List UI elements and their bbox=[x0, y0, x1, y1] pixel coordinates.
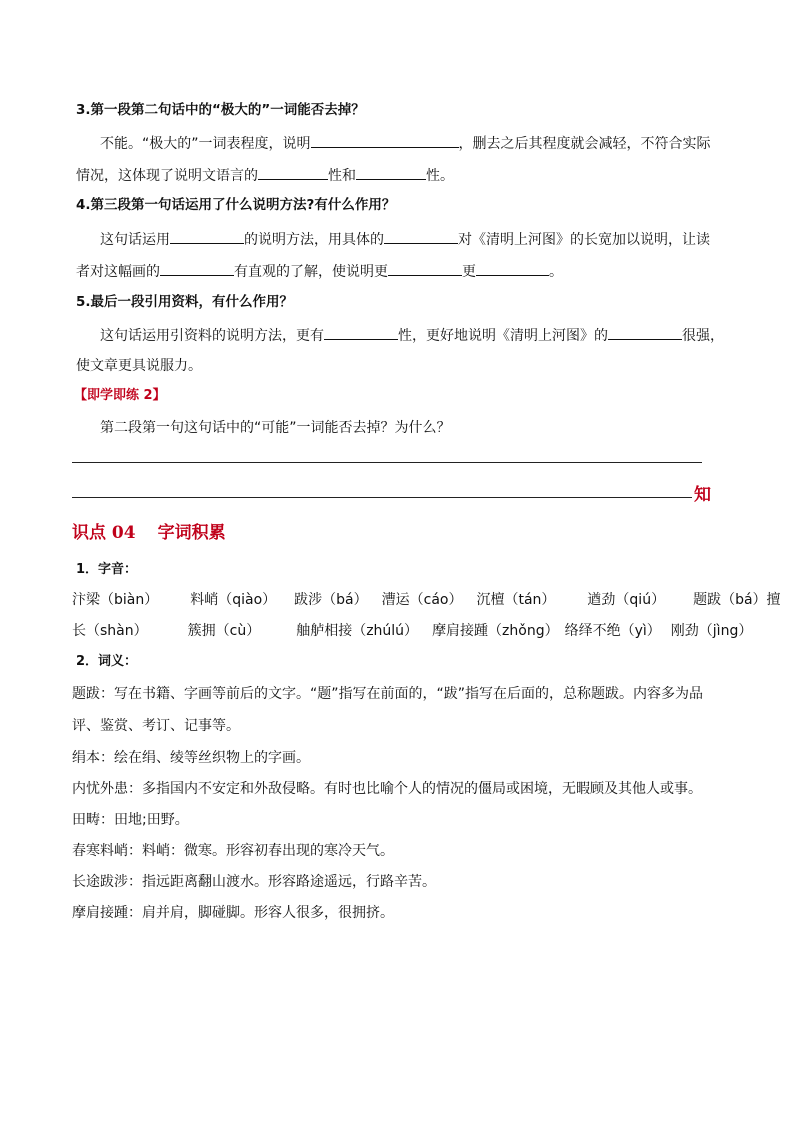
q4-blank-2[interactable] bbox=[384, 228, 458, 244]
pinyin-item: 遒劲（qiú） bbox=[587, 592, 666, 608]
q5-answer-line2: 使文章更具说服力。 bbox=[76, 358, 202, 374]
pinyin-item: 汴梁（biàn） bbox=[72, 592, 159, 608]
vocab-def-7: 摩肩接踵：肩并肩，脚碰脚。形容人很多，很拥挤。 bbox=[72, 905, 394, 921]
q4-text-b4: 。 bbox=[549, 264, 563, 280]
q3-title: 3.第一段第二句话中的“极大的”一词能否去掉？ bbox=[76, 102, 365, 118]
vocab-def-2: 绢本：绘在绢、绫等丝织物上的字画。 bbox=[72, 750, 310, 766]
pinyin-heading: 1．字音： bbox=[76, 562, 138, 577]
q4-text-a2: 的说明方法，用具体的 bbox=[244, 232, 384, 248]
section-title: 字词积累 bbox=[157, 523, 226, 543]
q5-text-a1: 这句话运用引资料的说明方法，更有 bbox=[100, 328, 324, 344]
q4-answer-line1 bbox=[100, 228, 710, 250]
q4-title: 4.第三段第一句话运用了什么说明方法?有什么作用？ bbox=[76, 197, 396, 213]
q3-text-b3: 性。 bbox=[426, 168, 454, 184]
q3-text-b1: 情况，这体现了说明文语言的 bbox=[76, 168, 258, 184]
pinyin-item: 簇拥（cù） bbox=[187, 623, 261, 639]
pinyin-item: 跋涉（bá） bbox=[294, 592, 368, 608]
vocab-def-1a: 题跋：写在书籍、字画等前后的文字。“题”指写在前面的，“跋”指写在后面的，总称题跋。内容多为品 bbox=[72, 686, 704, 702]
section-edge-char: 知 bbox=[694, 485, 711, 505]
pinyin-item: 题跋（bá）擅 bbox=[693, 592, 781, 608]
q5-text-a3: 很强， bbox=[682, 328, 724, 344]
section-heading bbox=[72, 518, 226, 543]
q4-answer-line2 bbox=[76, 260, 563, 282]
q4-blank-1[interactable] bbox=[170, 228, 244, 244]
vocab-def-1b: 评、鉴赏、考订、记事等。 bbox=[72, 718, 240, 734]
q5-blank-2[interactable] bbox=[608, 324, 682, 340]
q5-blank-1[interactable] bbox=[324, 324, 398, 340]
pinyin-item: 络绎不绝（yì） bbox=[564, 623, 661, 639]
pinyin-row-2 bbox=[72, 621, 752, 641]
vocab-def-3: 内忧外患：多指国内不安定和外敌侵略。有时也比喻个人的情况的僵局或困境，无暇顾及其他人或事。 bbox=[72, 781, 702, 797]
q3-answer-line1 bbox=[100, 132, 711, 154]
vocab-def-6: 长途跋涉：指远距离翻山渡水。形容路途遥远，行路辛苦。 bbox=[72, 874, 436, 890]
q4-text-a1: 这句话运用 bbox=[100, 232, 170, 248]
pinyin-row-1 bbox=[72, 590, 781, 610]
pinyin-item: 刚劲（jìng） bbox=[670, 623, 753, 639]
q3-text-a2: ，删去之后其程度就会减轻，不符合实际 bbox=[458, 136, 711, 152]
q3-blank-3[interactable] bbox=[356, 164, 426, 180]
q3-answer-line2 bbox=[76, 164, 454, 186]
pinyin-item: 长（shàn） bbox=[72, 623, 148, 639]
q4-blank-4[interactable] bbox=[388, 260, 462, 276]
q5-text-a2: 性，更好地说明《清明上河图》的 bbox=[398, 328, 608, 344]
section-number: 识点 04 bbox=[72, 523, 136, 543]
pinyin-item: 漕运（cáo） bbox=[381, 592, 463, 608]
q4-text-a3: 对《清明上河图》的长宽加以说明，让读 bbox=[458, 232, 710, 248]
vocab-heading: 2．词义： bbox=[76, 654, 138, 669]
pinyin-item: 摩肩接踵（zhǒng） bbox=[432, 623, 559, 639]
pinyin-item: 料峭（qiào） bbox=[190, 592, 277, 608]
q4-text-b1: 者对这幅画的 bbox=[76, 264, 160, 280]
q5-title: 5.最后一段引用资料，有什么作用？ bbox=[76, 294, 294, 310]
answer-line-1[interactable] bbox=[72, 462, 702, 463]
q3-blank-1[interactable] bbox=[311, 132, 459, 148]
pinyin-item: 舳舻相接（zhúlú） bbox=[296, 623, 419, 639]
q4-text-b3: 更 bbox=[462, 264, 476, 280]
q4-blank-3[interactable] bbox=[160, 260, 234, 276]
answer-line-2[interactable] bbox=[72, 497, 692, 498]
q5-answer-line1 bbox=[100, 324, 724, 346]
q3-blank-2[interactable] bbox=[258, 164, 328, 180]
q4-blank-5[interactable] bbox=[476, 260, 549, 276]
pinyin-item: 沉檀（tán） bbox=[476, 592, 556, 608]
practice-question: 第二段第一句这句话中的“可能”一词能否去掉？为什么？ bbox=[100, 420, 451, 436]
vocab-def-5: 春寒料峭：料峭：微寒。形容初春出现的寒冷天气。 bbox=[72, 843, 394, 859]
practice-tag: 【即学即练 2】 bbox=[74, 388, 166, 403]
q3-text-a1: 不能。“极大的”一词表程度，说明 bbox=[100, 136, 311, 152]
vocab-def-4: 田畴：田地;田野。 bbox=[72, 812, 189, 828]
q3-text-b2: 性和 bbox=[328, 168, 356, 184]
q4-text-b2: 有直观的了解，使说明更 bbox=[234, 264, 388, 280]
